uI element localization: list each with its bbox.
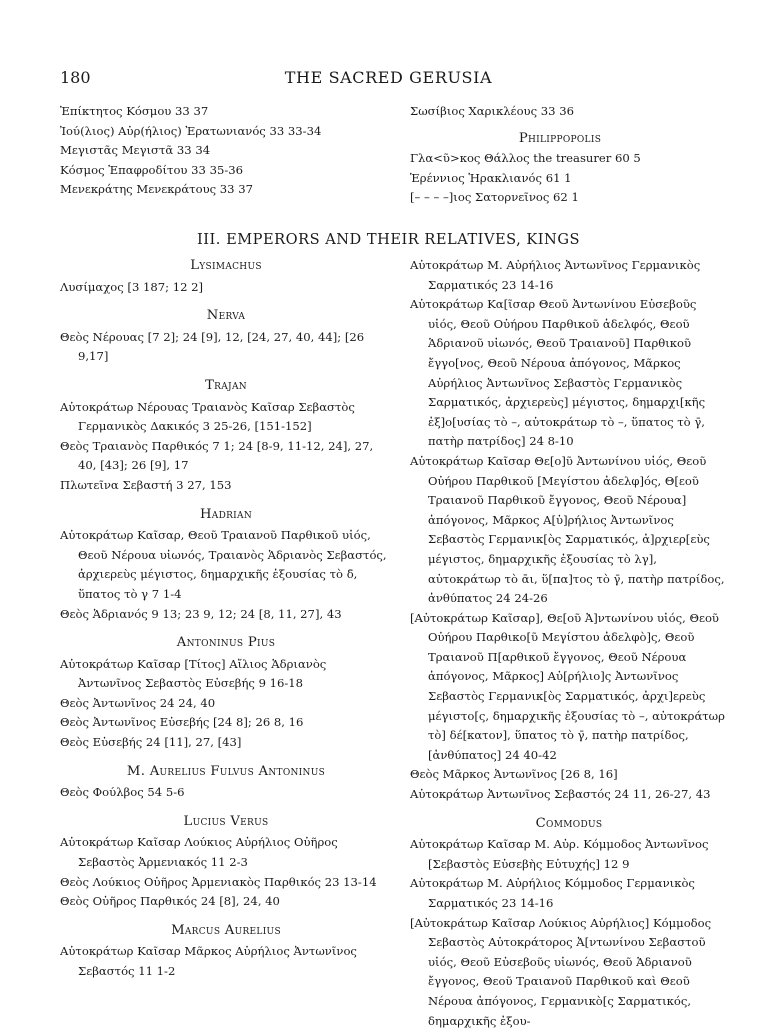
subsection-heading: Philippopolis [518,130,602,146]
entry: Θεὸς Λούκιος Οὐῆρος Ἀρμενιακὸς Παρθικός 23 13-14 [60,874,377,889]
entry: Θεὸς Οὐῆρος Παρθικός 24 [8], 24, 40 [60,894,280,909]
entry: Αὐτοκράτωρ Μ. Αὐρήλιος Ἀντωνῖνος Γερμανικὸς Σαρματικός 23 14-16 [410,258,701,292]
entry: Σωσίβιος Χαρικλέους 33 36 [410,104,574,118]
subsection-heading: Hadrian [199,506,253,522]
entry: Θεὸς Ἁδριανός 9 13; 23 9, 12; 24 [8, 11, 27], 43 [60,606,342,621]
entry: Κόσμος Ἐπαφροδίτου 33 35-36 [60,162,244,177]
subsection-heading: Nerva [206,308,246,324]
right-column [410,256,728,1031]
entry: Λυσίμαχος [3 187; 12 2] [60,279,204,294]
entry: Αὐτοκράτωρ Μ. Αὐρήλιος Κόμμοδος Γερμανικὸς Σαρματικός 23 14-16 [410,876,695,910]
entry: Αὐτοκράτωρ Καῖσαρ Θε[ο]ῦ Ἀντωνίνου υἱός, Θεοῦ Οὐήρου Παρθικοῦ [Μεγίστου ἀδελφ]ός, Θ[εοῦ Τραιανοῦ Παρθικοῦ ἔγγονος, Θεοῦ Νέρουα] ἀπόγονος, Μᾶρκος Α[ὐ]ρήλιος Ἀντωνῖνος Σεβαστὸς Γερμανικ[ὸς Σαρματικός, ἀ]ρχιερ[εὺς μέγιστος, δημαρχικῆς ἐξουσίας τὸ λγ], αὐτοκράτωρ τὸ ᾱι, ὕ[πα]τος τὸ γ̄, πατὴρ πατρίδος, ἀνθύπατος 24 24-26 [410,453,725,606]
entry: [Αὐτοκράτωρ Καῖσαρ Λούκιος Αὐρήλιος] Κόμμοδος Σεβαστὸς Αὐτοκράτορος Ἀ[ντωνίνου Σεβαστοῦ υἱός, Θεοῦ Εὐσεβοῦς υἱωνός, Θεοῦ Ἁδριανοῦ ἔγγονος, Θεοῦ Τραιανοῦ Παρθικοῦ καὶ Θεοῦ Νέρουα ἀπόγονος, Γερμανικὸ[ς Σαρματικός, δημαρχικῆς ἐξου- [410,915,712,1028]
left-column [60,256,392,982]
entry: Θεὸς Εὐσεβής 24 [11], 27, [43] [60,735,242,750]
subsection-heading: Trajan [205,377,247,393]
entry: Μενεκράτης Μενεκράτους 33 37 [60,182,253,197]
subsection-heading: Lysimachus [190,258,262,273]
subsection-heading: Marcus Aurelius [171,922,281,938]
entry: Αὐτοκράτωρ Καῖσαρ Λούκιος Αὐρήλιος Οὐῆρος Σεβαστὸς Ἀρμενιακός 11 2-3 [60,835,338,870]
entry: Θεὸς Ἀντωνῖνος 24 24, 40 [60,695,216,710]
entry: Αὐτοκράτωρ Καῖσαρ Μ. Αὐρ. Κόμμοδος Ἀντωνῖνος [Σεβαστὸς Εὐσεβὴς Εὐτυχής] 12 9 [410,837,709,871]
section-title: III. EMPERORS AND THEIR RELATIVES, KINGS [197,231,580,248]
entry: Θεὸς Ἀντωνῖνος Εὐσεβής [24 8]; 26 8, 16 [60,715,304,730]
top-right-list [410,102,710,208]
entry: Ἑρέννιος Ἡρακλιανός 61 1 [410,170,572,185]
top-left-list [60,102,390,200]
subsection-heading: Commodus [535,815,603,831]
subsection-heading: Lucius Verus [183,813,269,829]
entry: Αὐτοκράτωρ Καῖσαρ Μᾶρκος Αὐρήλιος Ἀντωνῖνος Σεβαστός 11 1-2 [60,944,357,978]
entry: Αὐτοκράτωρ Καῖσαρ [Τίτος] Αἴλιος Ἁδριανὸς Ἀντωνῖνος Σεβαστὸς Εὐσεβής 9 16-18 [60,656,327,691]
entry: Αὐτοκράτωρ Καῖσαρ, Θεοῦ Τραιανοῦ Παρθικοῦ υἱός, Θεοῦ Νέρουα υἱωνός, Τραιανὸς Ἁδριανὸς Σεβαστός, ἀρχιερεὺς μέγιστος, δημαρχικῆς ἐξουσίας τὸ δ̄, ὕπατος τὸ γ 7 1-4 [60,528,387,601]
entry: Θεὸς Μᾶρκος Ἀντωνῖνος [26 8, 16] [410,767,618,782]
entry: Ἐπίκτητος Κόσμου 33 37 [60,104,209,118]
entry: [– – – –]ιος Σατορνεῖνος 62 1 [410,190,579,205]
subsection-heading: M. Aurelius Fulvus Antoninus [126,763,326,779]
entry: Πλωτεῖνα Σεβαστή 3 27, 153 [60,477,232,492]
page-header [60,68,717,90]
philippopolis-entries [410,149,710,208]
page-number: 180 [60,68,91,87]
entry: Θεὸς Τραιανὸς Παρθικός 7 1; 24 [8-9, 11-12, 24], 27, 40, [43]; 26 [9], 17 [60,438,374,473]
entry: Θεὸς Νέρουας [7 2]; 24 [9], 12, [24, 27, 40, 44]; [26 9,17] [60,329,365,364]
entry: Μεγιστᾶς Μεγιστᾶ 33 34 [60,143,211,158]
entry: [Αὐτοκράτωρ Καῖσαρ], Θε[οῦ Ἀ]ντωνίνου υἱός, Θεοῦ Οὐήρου Παρθικο[ῦ Μεγίστου ἀδελφὸ]ς, Θεοῦ Τραιανοῦ Π[αρθικοῦ ἔγγονος, Θεοῦ Νέρουα ἀπόγονος, Μᾶρκος] Αὐ[ρήλιο]ς Ἀντωνῖνος Σεβαστὸς Γερμανικ[ὸς Σαρματικός, ἀρχι]ερεὺς μέγιστο[ς, δημαρχικῆς ἐξουσίας τὸ –, αὐτοκράτωρ τὸ] δέ[κατον], ὕπατος τὸ γ̄, πατὴρ πατρίδος, [ἀνθύπατος] 24 40-42 [410,610,725,762]
entry: Αὐτοκράτωρ Ἀντωνῖνος Σεβαστός 24 11, 26-27, 43 [410,787,711,802]
subsection-heading: Antoninus Pius [176,635,276,651]
entry: Αὐτοκράτωρ Νέρουας Τραιανὸς Καῖσαρ Σεβαστὸς Γερμανικὸς Δακικός 3 25-26, [151-152] [60,399,355,434]
entry: Γλα<ῦ>κος Θάλλος the treasurer 60 5 [410,151,641,166]
running-title: THE SACRED GERUSIA [284,68,493,87]
entry: Θεὸς Φούλβος 54 5-6 [60,785,185,800]
entry: Ἰού(λιος) Αὐρ(ήλιος) Ἐρατωνιανός 33 33-34 [60,123,322,138]
entry: Αὐτοκράτωρ Κα[ῖσαρ Θεοῦ Ἀντωνίνου Εὐσεβοῦς υἱός, Θεοῦ Οὐήρου Παρθικοῦ ἀδελφός, Θεοῦ Ἁδριανοῦ υἱωνός, Θεοῦ Τραιανοῦ] Παρθικοῦ ἔγγο[νος, Θεοῦ Νέρουα ἀπόγονος, Μᾶρκος Αὐρήλιος Ἀντωνῖνος Σεβαστὸς Γερμανικὸς Σαρματικός, ἀρχιερεὺς] μέγιστος, δημαρχι[κῆς ἐξ]ο[υσίας τὸ –, αὐτοκράτωρ τὸ –, ὕπατος τὸ γ̄, πατὴρ πατρίδος] 24 8-10 [410,297,706,449]
